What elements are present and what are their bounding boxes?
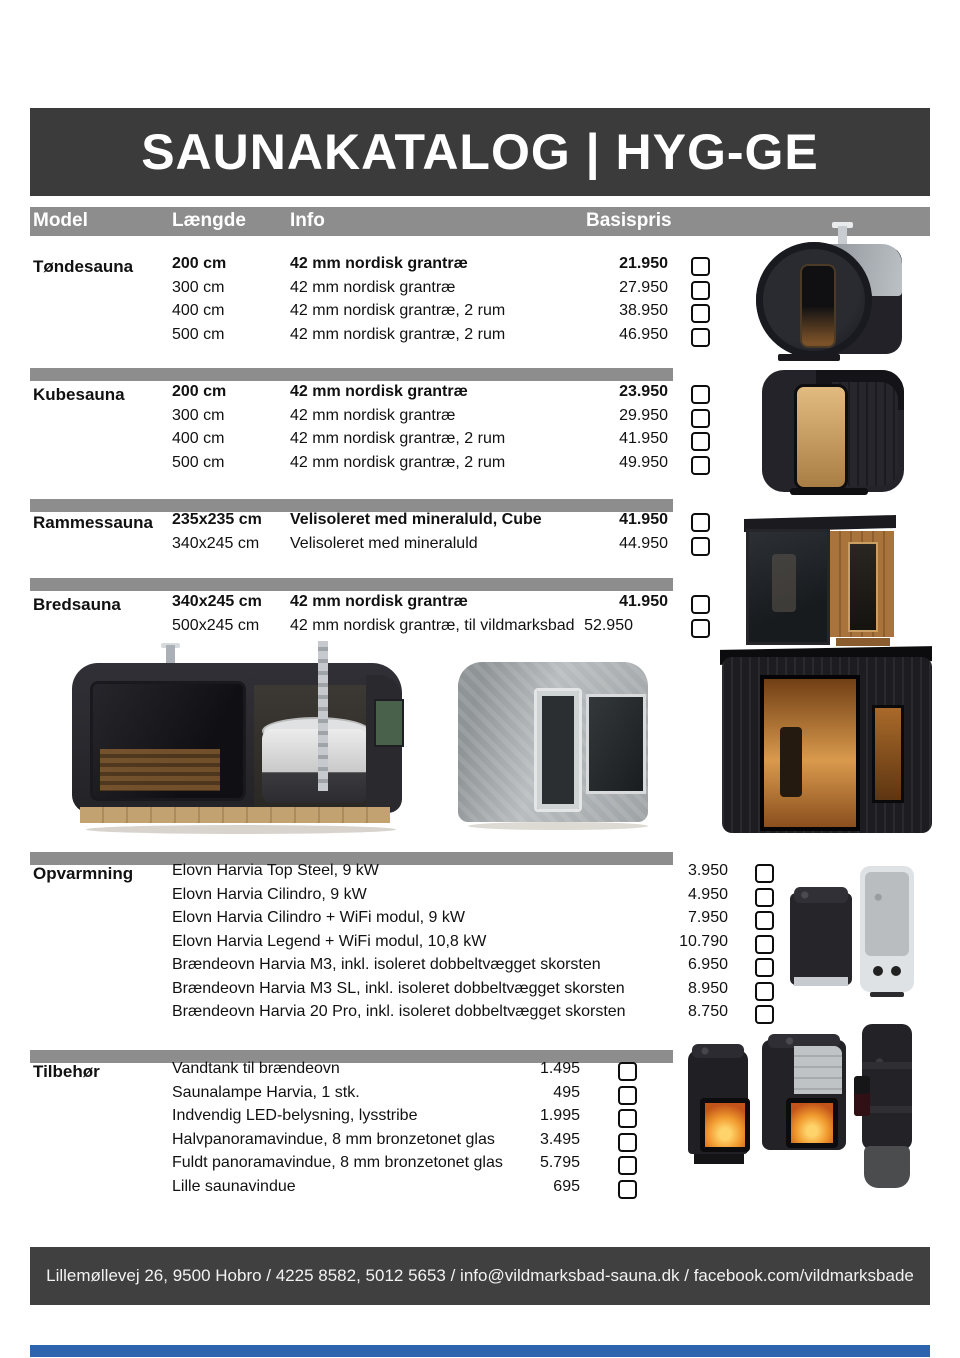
info-cell: Brændeovn Harvia 20 Pro, inkl. isoleret dobbeltvægget skorsten: [172, 1003, 626, 1020]
footer-text: Lillemøllevej 26, 9500 Hobro / 4225 8582, 5012 5653 / info@vildmarksbad-sauna.dk / facebook.com/vildmarksbade: [46, 1266, 914, 1285]
order-checkbox[interactable]: [691, 537, 710, 556]
lit-panorama-window: [760, 675, 860, 831]
heater-base: [864, 1146, 910, 1188]
price-cell: 10.790: [679, 932, 728, 950]
order-checkbox[interactable]: [691, 619, 710, 638]
length-cell: 200 cm: [172, 383, 227, 400]
price-cell: 1.495: [539, 1060, 580, 1077]
info-cell: 42 mm nordisk grantræ, 2 rum: [290, 302, 506, 319]
length-cell: 400 cm: [172, 302, 225, 319]
side-window: [586, 694, 646, 794]
length-cell: 235x235 cm: [172, 511, 262, 528]
order-checkbox[interactable]: [691, 432, 710, 451]
hot-tub: [262, 729, 368, 803]
length-cell: 300 cm: [172, 406, 225, 424]
bredsauna-graa-photo: [452, 654, 655, 834]
price-cell: 4.950: [687, 885, 728, 903]
table-row: [0, 1154, 960, 1178]
price-cell: 21.950: [619, 255, 668, 272]
info-cell: 42 mm nordisk grantræ: [290, 406, 456, 424]
section-divider: [30, 368, 673, 381]
bottom-blue-bar: [30, 1345, 930, 1357]
price-cell: 6.950: [687, 956, 728, 973]
info-cell: 42 mm nordisk grantræ: [290, 593, 468, 610]
ground-shadow: [468, 822, 648, 830]
price-cell: 41.950: [619, 511, 668, 528]
info-cell: 42 mm nordisk grantræ: [290, 383, 468, 400]
control-knob: [891, 966, 901, 976]
info-cell: Fuldt panoramavindue, 8 mm bronzetonet glas: [172, 1154, 503, 1171]
info-cell: Elovn Harvia Legend + WiFi modul, 10,8 kW: [172, 932, 487, 950]
price-cell: 23.950: [619, 383, 668, 400]
price-cell: 8.950: [687, 979, 728, 997]
sauna-door: [794, 384, 848, 490]
heater-silhouette: [772, 554, 796, 612]
price-cell: 52.950: [584, 616, 633, 634]
sauna-stones: [692, 1044, 744, 1058]
order-checkbox[interactable]: [618, 1133, 637, 1152]
sauna-door: [534, 688, 582, 812]
price-cell: 495: [553, 1083, 580, 1101]
elovn-legend-photo: [858, 1020, 916, 1192]
info-cell: Elovn Harvia Top Steel, 9 kW: [172, 862, 379, 879]
sauna-stones: [794, 887, 848, 903]
steel-band: [862, 1062, 912, 1069]
order-checkbox[interactable]: [618, 1062, 637, 1081]
braendeovn-20pro-photo: [760, 1032, 848, 1156]
length-cell: 340x245 cm: [172, 593, 262, 610]
price-cell: 29.950: [619, 406, 668, 424]
price-cell: 46.950: [619, 325, 668, 343]
length-cell: 500x245 cm: [172, 616, 260, 634]
price-cell: 7.950: [687, 909, 728, 926]
info-cell: Brændeovn Harvia M3, inkl. isoleret dobbeltvægget skorsten: [172, 956, 601, 973]
price-cell: 44.950: [619, 534, 668, 552]
stove-pipe: [318, 641, 328, 791]
info-cell: Velisoleret med mineraluld: [290, 534, 478, 552]
length-cell: 200 cm: [172, 255, 227, 272]
col-header-laengde: Længde: [172, 210, 246, 231]
info-cell: Lille saunavindue: [172, 1177, 296, 1195]
steel-front-panel: [794, 1046, 842, 1094]
steel-base: [794, 977, 848, 986]
section-model-label: Tøndesauna: [33, 257, 134, 276]
table-row: [0, 1178, 960, 1202]
heater-silhouette: [780, 727, 802, 797]
bench-slats: [100, 749, 220, 791]
order-checkbox[interactable]: [691, 281, 710, 300]
rammesauna-photo: [744, 512, 904, 648]
length-cell: 300 cm: [172, 278, 225, 296]
table-row: [0, 1003, 960, 1027]
bredsauna-vildmarksbad-photo: [66, 645, 414, 840]
control-knob: [873, 966, 883, 976]
info-cell: Saunalampe Harvia, 1 stk.: [172, 1083, 360, 1101]
price-cell: 27.950: [619, 278, 668, 296]
barrel-stand: [778, 354, 840, 361]
ground-shadow: [86, 825, 396, 834]
order-checkbox[interactable]: [691, 595, 710, 614]
order-checkbox[interactable]: [691, 456, 710, 475]
price-cell: 38.950: [619, 302, 668, 319]
order-checkbox[interactable]: [755, 935, 774, 954]
info-cell: 42 mm nordisk grantræ, til vildmarksbad: [290, 616, 575, 634]
order-checkbox[interactable]: [755, 1005, 774, 1024]
order-checkbox[interactable]: [691, 304, 710, 323]
col-header-basispris: Basispris: [586, 210, 672, 231]
col-header-info: Info: [290, 210, 325, 231]
bredsauna-moerk-photo: [720, 645, 935, 842]
price-cell: 5.795: [539, 1154, 580, 1171]
section-model-label: Tilbehør: [33, 1062, 100, 1081]
kubesauna-photo: [762, 366, 904, 496]
price-cell: 695: [553, 1177, 580, 1195]
order-checkbox[interactable]: [755, 864, 774, 883]
section-divider: [30, 578, 673, 591]
length-cell: 500 cm: [172, 325, 225, 343]
order-checkbox[interactable]: [755, 911, 774, 930]
info-cell: Brændeovn Harvia M3 SL, inkl. isoleret dobbeltvægget skorsten: [172, 979, 625, 997]
info-cell: Vandtank til brændeovn: [172, 1060, 340, 1077]
price-cell: 8.750: [687, 1003, 728, 1020]
wood-deck: [80, 807, 390, 823]
length-cell: 340x245 cm: [172, 534, 260, 552]
info-cell: 42 mm nordisk grantræ: [290, 278, 456, 296]
braendeovn-m3-photo: [684, 1040, 754, 1170]
end-window: [374, 699, 404, 747]
order-checkbox[interactable]: [618, 1156, 637, 1175]
info-cell: 42 mm nordisk grantræ: [290, 255, 468, 272]
stove-base: [694, 1154, 744, 1164]
order-checkbox[interactable]: [691, 328, 710, 347]
sauna-door: [800, 264, 836, 348]
order-checkbox[interactable]: [755, 982, 774, 1001]
col-header-model: Model: [33, 210, 88, 231]
fire-window: [786, 1098, 838, 1148]
info-cell: 42 mm nordisk grantræ, 2 rum: [290, 325, 506, 343]
tondesauna-photo: [756, 220, 906, 362]
cube-skid: [790, 488, 868, 495]
table-row: [0, 862, 960, 886]
price-cell: 49.950: [619, 453, 668, 471]
elovn-cilindro-photo: [860, 862, 914, 1002]
info-cell: Indvendig LED-belysning, lysstribe: [172, 1107, 418, 1124]
stone-cage: [865, 872, 909, 956]
control-panel: [854, 1076, 870, 1116]
price-cell: 41.950: [619, 430, 668, 447]
price-cell: 1.995: [539, 1107, 580, 1124]
sauna-door: [848, 542, 878, 632]
info-cell: Halvpanoramavindue, 8 mm bronzetonet glas: [172, 1130, 495, 1148]
order-checkbox[interactable]: [618, 1086, 637, 1105]
order-checkbox[interactable]: [755, 888, 774, 907]
heater-body: [790, 893, 852, 985]
heater-feet: [870, 992, 904, 997]
info-cell: Elovn Harvia Cilindro + WiFi modul, 9 kW: [172, 909, 465, 926]
info-cell: Elovn Harvia Cilindro, 9 kW: [172, 885, 367, 903]
page-title: SAUNAKATALOG | HYG-GE: [141, 124, 819, 180]
lit-door-window: [872, 705, 904, 803]
order-checkbox[interactable]: [691, 257, 710, 276]
section-model-label: Bredsauna: [33, 595, 121, 614]
order-checkbox[interactable]: [691, 513, 710, 532]
info-cell: 42 mm nordisk grantræ, 2 rum: [290, 453, 506, 471]
order-checkbox[interactable]: [618, 1109, 637, 1128]
order-checkbox[interactable]: [618, 1180, 637, 1199]
info-cell: 42 mm nordisk grantræ, 2 rum: [290, 430, 506, 447]
price-cell: 3.950: [687, 862, 728, 879]
section-model-label: Opvarmning: [33, 864, 134, 883]
section-model-label: Kubesauna: [33, 385, 125, 404]
section-model-label: Rammessauna: [33, 513, 154, 532]
price-cell: 3.495: [539, 1130, 580, 1148]
order-checkbox[interactable]: [755, 958, 774, 977]
footer-bar: [30, 1247, 930, 1305]
length-cell: 500 cm: [172, 453, 225, 471]
order-checkbox[interactable]: [691, 409, 710, 428]
price-cell: 41.950: [619, 593, 668, 610]
info-cell: Velisoleret med mineraluld, Cube: [290, 511, 542, 528]
title-banner: [30, 108, 930, 196]
fire-window: [700, 1098, 750, 1152]
order-checkbox[interactable]: [691, 385, 710, 404]
length-cell: 400 cm: [172, 430, 225, 447]
elovn-topsteel-photo: [790, 885, 852, 995]
